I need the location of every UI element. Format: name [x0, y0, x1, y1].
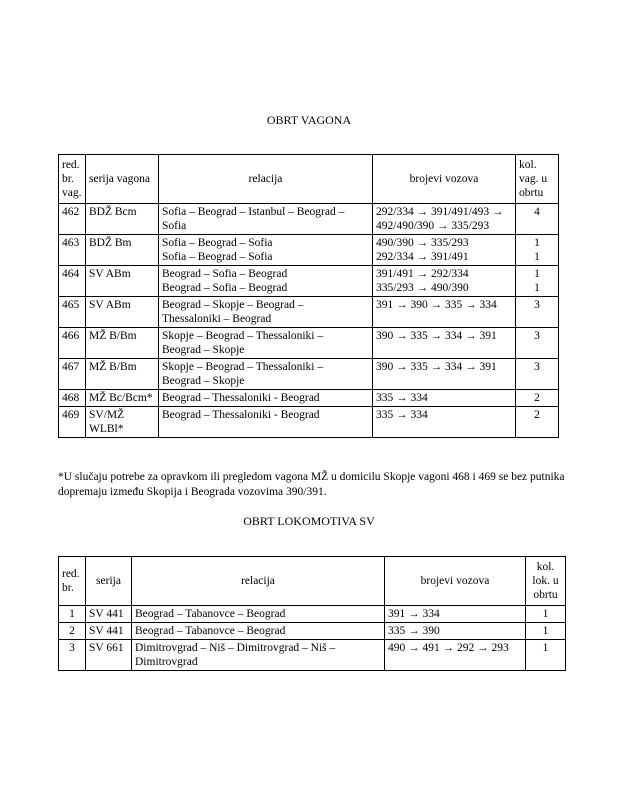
header-kol: [526, 557, 566, 606]
header-text: vag. u: [519, 173, 548, 185]
cell-count-line: 4: [534, 206, 540, 218]
table-row: [59, 359, 559, 390]
table-header-row: [59, 557, 566, 606]
cell-trains: [373, 407, 516, 438]
cell-count: [516, 390, 559, 407]
cell-series-line: SV 661: [89, 642, 124, 654]
table-row: [59, 297, 559, 328]
cell-count: [516, 328, 559, 359]
cell-count: [516, 297, 559, 328]
cell-series-line: SV/MŽ: [89, 409, 125, 421]
cell-count: [526, 623, 566, 640]
cell-trains: [385, 606, 526, 623]
cell-count-line: 3: [534, 361, 540, 373]
cell-relation: [159, 235, 373, 266]
locomotive-rotation-title: OBRT LOKOMOTIVA SV: [243, 514, 375, 528]
cell-count: [516, 266, 559, 297]
cell-series-line: MŽ B/Bm: [89, 330, 137, 342]
table-row: [59, 390, 559, 407]
header-brojevi: brojevi vozova: [385, 557, 526, 606]
header-text: kol.: [519, 159, 537, 171]
cell-trains: [385, 640, 526, 671]
cell-count-line: 3: [534, 330, 540, 342]
cell-count: [516, 407, 559, 438]
cell-count-line: 1: [534, 268, 540, 280]
header-kol: [516, 155, 559, 204]
cell-count-line: 1: [542, 642, 549, 654]
cell-relation-line: Beograd – Thessaloniki - Beograd: [162, 392, 320, 404]
cell-relation-line: Sofia – Beograd – Istanbul – Beograd –: [162, 206, 345, 218]
cell-relation-line: Sofia – Beograd – Sofia: [162, 237, 273, 249]
cell-series: [86, 407, 159, 438]
cell-trains: [373, 328, 516, 359]
header-text: br.: [62, 173, 74, 185]
cell-series: [86, 328, 159, 359]
cell-series: [86, 359, 159, 390]
cell-trains-line: 335 → 334: [376, 409, 428, 421]
cell-relation-line: Sofia – Beograd – Sofia: [162, 251, 273, 263]
cell-series-line: SV 441: [89, 608, 124, 620]
cell-relation: [159, 297, 373, 328]
table-header-row: [59, 155, 559, 204]
cell-series-line: SV ABm: [89, 268, 131, 280]
cell-relation-line: Beograd – Sofia – Beograd: [162, 282, 288, 294]
cell-trains-line: 292/334 → 391/491: [376, 251, 469, 263]
cell-trains: [373, 359, 516, 390]
cell-series: [86, 297, 159, 328]
cell-count: [516, 235, 559, 266]
cell-trains-line: 490/390 → 335/293: [376, 237, 469, 249]
cell-trains-line: 390 → 335 → 334 → 391: [376, 361, 497, 373]
cell-trains-line: 391 → 334: [388, 608, 440, 620]
table-row: [59, 204, 559, 235]
cell-relation-line: Dimitrovgrad – Niš – Dimitrovgrad – Niš –: [135, 642, 336, 654]
header-text: kol.: [536, 561, 555, 573]
cell-relation: [159, 204, 373, 235]
cell-relation: [159, 359, 373, 390]
header-brojevi: brojevi vozova: [373, 155, 516, 204]
cell-relation: [159, 328, 373, 359]
table-row: [59, 266, 559, 297]
cell-relation: [159, 266, 373, 297]
cell-count-line: 1: [534, 237, 540, 249]
table-row: [59, 235, 559, 266]
cell-series-line: BDŽ Bm: [89, 237, 132, 249]
cell-trains-line: 391 → 390 → 335 → 334: [376, 299, 497, 311]
header-text: red.: [62, 568, 80, 580]
cell-relation: [132, 606, 385, 623]
cell-relation-line: Beograd – Sofia – Beograd: [162, 268, 288, 280]
cell-trains-line: 335 → 334: [376, 392, 428, 404]
table-row: [59, 606, 566, 623]
cell-trains-line: 292/334 → 391/491/493 →: [376, 206, 504, 218]
cell-series: [86, 235, 159, 266]
header-text: obrtu: [533, 589, 558, 601]
cell-relation-line: Thessaloniki – Beograd: [162, 313, 272, 325]
table-row: [59, 407, 559, 438]
cell-series-line: SV 441: [89, 625, 124, 637]
cell-relation-line: Beograd – Skopje: [162, 344, 245, 356]
cell-relation-line: Skopje – Beograd – Thessaloniki –: [162, 361, 324, 373]
header-text: lok. u: [532, 575, 559, 587]
header-text: red.: [62, 159, 80, 171]
cell-series: [86, 606, 132, 623]
cell-trains-line: 490 → 491 → 292 → 293: [388, 642, 509, 654]
cell-row-number: 464: [59, 266, 86, 297]
cell-count-line: 1: [534, 251, 540, 263]
cell-trains: [385, 623, 526, 640]
cell-count-line: 2: [534, 409, 540, 421]
header-relacija: relacija: [132, 557, 385, 606]
cell-relation: [132, 623, 385, 640]
cell-series-line: MŽ Bc/Bcm*: [89, 392, 153, 404]
cell-series-line: WLBl*: [89, 423, 124, 435]
cell-trains: [373, 297, 516, 328]
footnote: *U slučaju potrebe za opravkom ili pregledom vagona MŽ u domicilu Skopje vagoni 468 i 469 se bez putnika dopremaju između Skopija i Beograda vozovima 390/391.: [58, 471, 565, 498]
cell-count-line: 3: [534, 299, 540, 311]
cell-series: [86, 266, 159, 297]
cell-trains-line: 391/491 → 292/334: [376, 268, 469, 280]
cell-count-line: 1: [542, 608, 549, 620]
cell-trains: [373, 235, 516, 266]
cell-trains-line: 492/490/390 → 335/293: [376, 220, 490, 232]
header-text: vag.: [62, 187, 82, 199]
cell-trains-line: 335/293 → 490/390: [376, 282, 469, 294]
cell-relation-line: Beograd – Skopje: [162, 375, 245, 387]
cell-relation-line: Sofia: [162, 220, 187, 232]
locomotive-rotation-table: [58, 556, 566, 671]
cell-count-line: 1: [542, 625, 549, 637]
cell-row-number: 462: [59, 204, 86, 235]
cell-count: [516, 204, 559, 235]
table-row: [59, 640, 566, 671]
table-row: [59, 328, 559, 359]
cell-relation: [159, 407, 373, 438]
cell-count-line: 1: [534, 282, 540, 294]
cell-relation-line: Skopje – Beograd – Thessaloniki –: [162, 330, 324, 342]
cell-series: [86, 623, 132, 640]
cell-relation: [159, 390, 373, 407]
cell-relation-line: Beograd – Tabanovce – Beograd: [135, 625, 286, 637]
cell-trains-line: 390 → 335 → 334 → 391: [376, 330, 497, 342]
cell-count: [526, 606, 566, 623]
cell-row-number: 469: [59, 407, 86, 438]
cell-row-number: 465: [59, 297, 86, 328]
cell-relation-line: Dimitrovgrad: [135, 656, 198, 668]
cell-series: [86, 204, 159, 235]
cell-trains: [373, 390, 516, 407]
cell-relation-line: Beograd – Tabanovce – Beograd: [135, 608, 286, 620]
header-serija: serija: [86, 557, 132, 606]
cell-count: [516, 359, 559, 390]
header-relacija: relacija: [159, 155, 373, 204]
header-text: br.: [62, 582, 74, 594]
wagon-rotation-table: [58, 154, 559, 438]
cell-series-line: MŽ B/Bm: [89, 361, 137, 373]
cell-trains: [373, 266, 516, 297]
cell-count: [526, 640, 566, 671]
cell-relation-line: Beograd – Thessaloniki - Beograd: [162, 409, 320, 421]
cell-relation: [132, 640, 385, 671]
cell-series: [86, 390, 159, 407]
cell-series-line: SV ABm: [89, 299, 131, 311]
cell-series-line: BDŽ Bcm: [89, 206, 137, 218]
header-text: obrtu: [519, 187, 544, 199]
cell-trains-line: 335 → 390: [388, 625, 440, 637]
cell-row-number: 468: [59, 390, 86, 407]
wagon-rotation-title: OBRT VAGONA: [266, 113, 352, 127]
table-row: [59, 623, 566, 640]
cell-row-number: 1: [59, 606, 86, 623]
cell-relation-line: Beograd – Skopje – Beograd –: [162, 299, 304, 311]
header-red-br: [59, 557, 86, 606]
cell-trains: [373, 204, 516, 235]
cell-count-line: 2: [534, 392, 540, 404]
cell-row-number: 2: [59, 623, 86, 640]
cell-row-number: 466: [59, 328, 86, 359]
cell-row-number: 463: [59, 235, 86, 266]
cell-series: [86, 640, 132, 671]
header-serija: serija vagona: [86, 155, 159, 204]
header-red-br: [59, 155, 86, 204]
cell-row-number: 3: [59, 640, 86, 671]
cell-row-number: 467: [59, 359, 86, 390]
